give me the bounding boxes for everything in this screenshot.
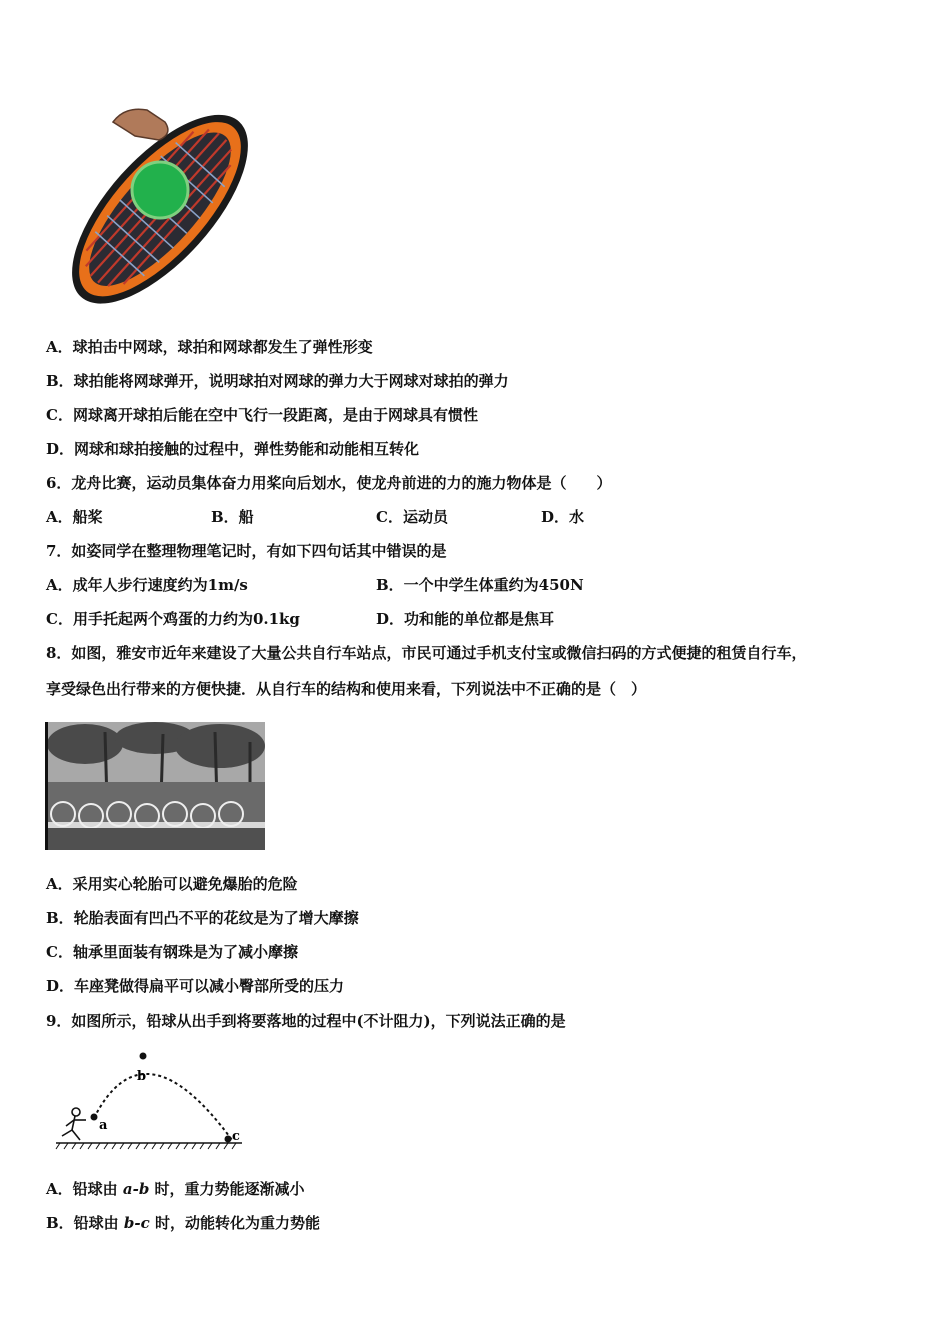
q9-option-b: B．铅球由 b-c 时，动能转化为重力势能 <box>46 1214 320 1232</box>
q9-option-a: A．铅球由 a-b 时，重力势能逐渐减小 <box>46 1180 305 1198</box>
shot-put-trajectory-figure <box>52 1050 247 1155</box>
q5-option-b: B．球拍能将网球弹开，说明球拍对网球的弹力大于网球对球拍的弹力 <box>46 372 509 390</box>
q8-option-b: B．轮胎表面有凹凸不平的花纹是为了增大摩擦 <box>46 909 359 927</box>
q5-option-d: D．网球和球拍接触的过程中，弹性势能和动能相互转化 <box>46 440 420 458</box>
q7-option-d: D．功和能的单位都是焦耳 <box>376 610 555 628</box>
q6-option-a: A．船桨 <box>46 508 103 526</box>
bicycle-station-photo <box>45 722 265 850</box>
q5-option-a: A．球拍击中网球，球拍和网球都发生了弹性形变 <box>46 338 373 356</box>
q8-option-c: C．轴承里面装有钢珠是为了减小摩擦 <box>46 943 298 961</box>
q8-stem-line2: 享受绿色出行带来的方便快捷．从自行车的结构和使用来看，下列说法中不正确的是（ ） <box>46 680 647 698</box>
q7-option-b: B．一个中学生体重约为450N <box>376 576 584 594</box>
q8-stem-line1: 8．如图，雅安市近年来建设了大量公共自行车站点，市民可通过手机支付宝或微信扫码的方式便捷的租赁自行车， <box>46 644 807 662</box>
tennis-racket-figure <box>55 100 270 315</box>
q9-stem: 9．如图所示，铅球从出手到将要落地的过程中(不计阻力)，下列说法正确的是 <box>46 1012 566 1030</box>
q6-option-c: C．运动员 <box>376 508 448 526</box>
athlete-icon <box>62 1108 86 1140</box>
q6-option-b: B．船 <box>211 508 254 526</box>
label-c: c <box>232 1129 240 1144</box>
q8-option-a: A．采用实心轮胎可以避免爆胎的危险 <box>46 875 298 893</box>
q7-option-a: A．成年人步行速度约为1m/s <box>46 576 248 594</box>
q7-stem: 7．如姿同学在整理物理笔记时，有如下四句话其中错误的是 <box>46 542 447 560</box>
point-a <box>91 1114 98 1121</box>
point-b <box>140 1053 147 1060</box>
q7-option-c: C．用手托起两个鸡蛋的力约为0.1kg <box>46 610 300 628</box>
q8-option-d: D．车座凳做得扁平可以减小臀部所受的压力 <box>46 977 345 995</box>
point-c <box>225 1136 232 1143</box>
q6-option-d: D．水 <box>541 508 585 526</box>
label-a: a <box>99 1118 108 1133</box>
label-b: b <box>137 1069 147 1084</box>
q5-option-c: C．网球离开球拍后能在空中飞行一段距离，是由于网球具有惯性 <box>46 406 478 424</box>
q6-stem: 6．龙舟比赛，运动员集体奋力用桨向后划水，使龙舟前进的力的施力物体是（ ） <box>46 474 612 492</box>
